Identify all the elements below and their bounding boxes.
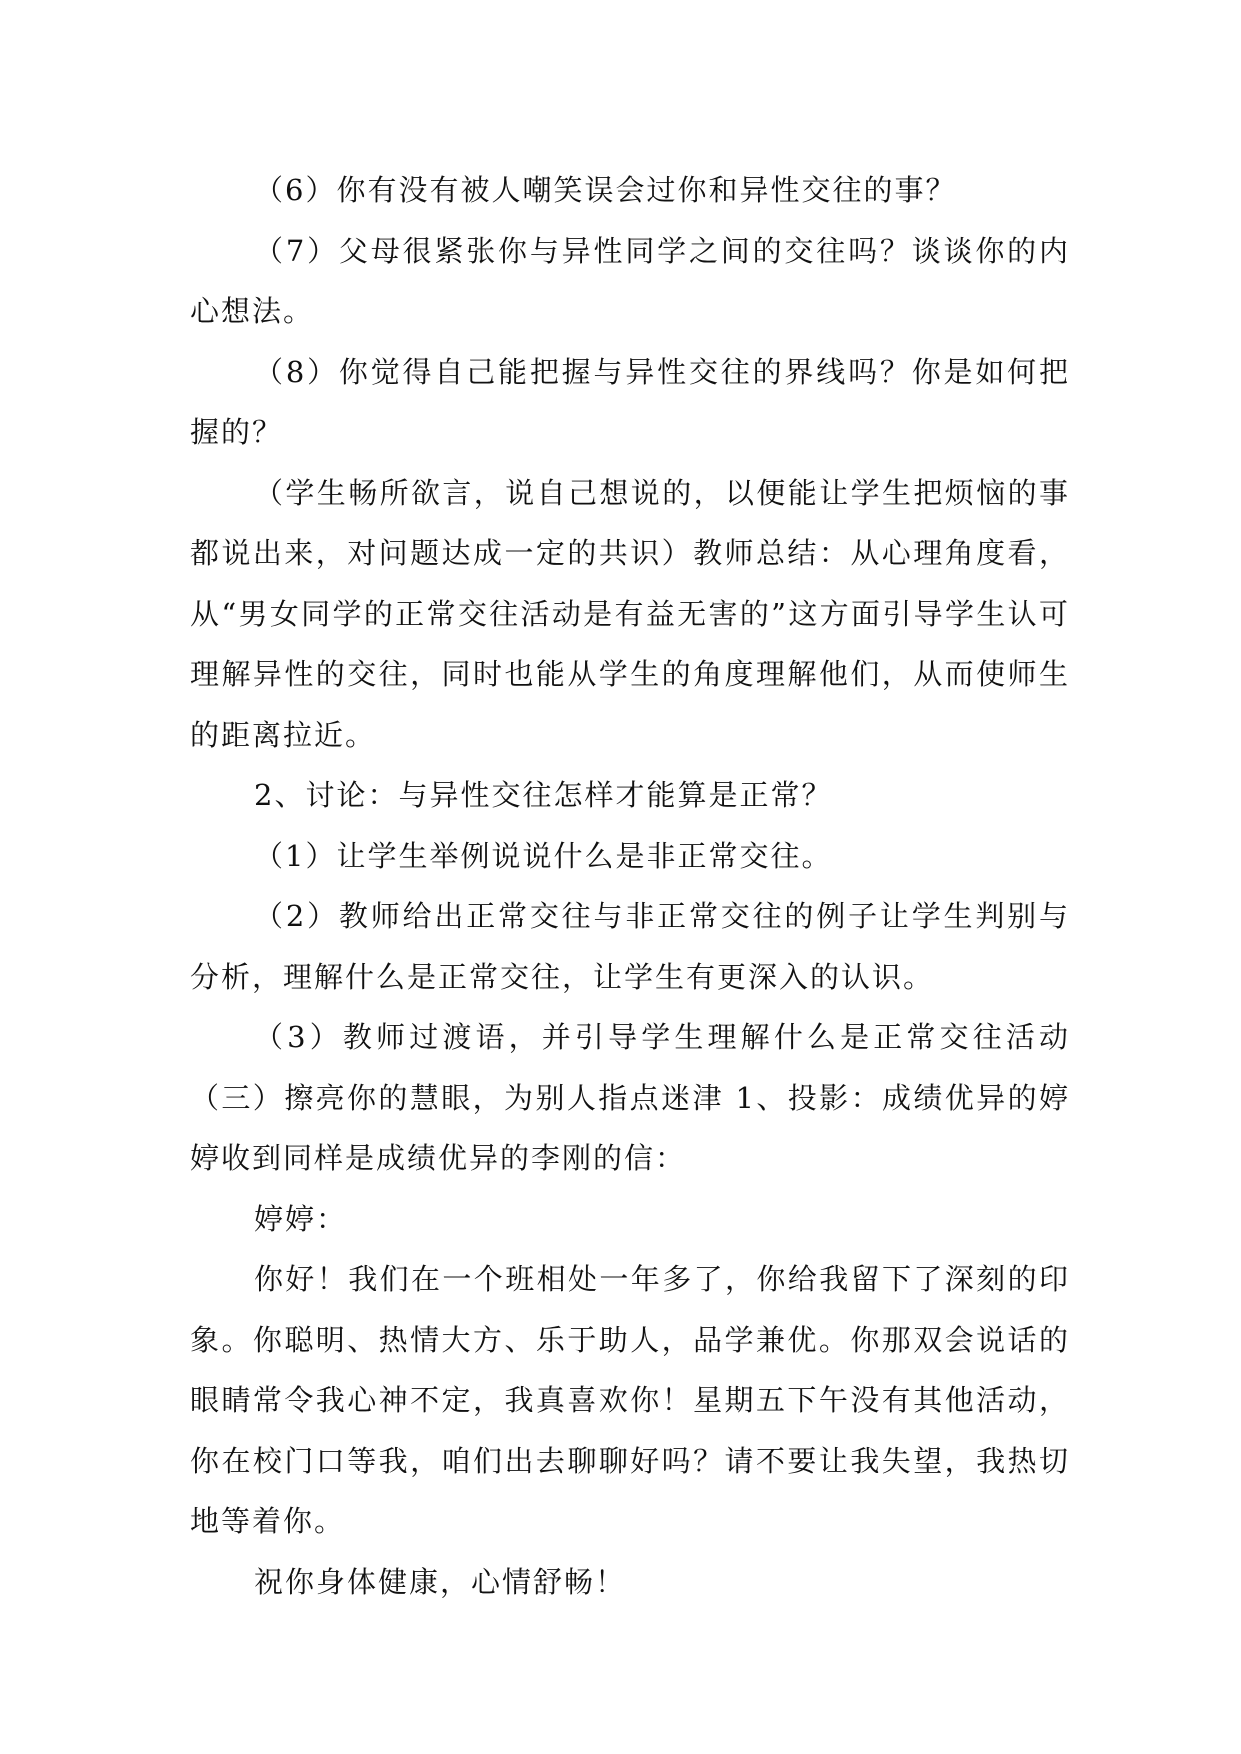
discussion-heading: 2、讨论：与异性交往怎样才能算是正常？ (254, 778, 833, 812)
discussion-item-3: （3）教师过渡语，并引导学生理解什么是正常交往活动（三）擦亮你的慧眼，为别人指点迷津 1、投影：成绩优异的婷婷收到同样是成绩优异的李刚的信： (190, 1020, 1070, 1175)
letter-salutation: 婷婷： (254, 1201, 348, 1236)
document-body (190, 160, 1070, 1612)
question-6: （6）你有没有被人嘲笑误会过你和异性交往的事？ (254, 173, 957, 207)
letter-body: 你好！我们在一个班相处一年多了，你给我留下了深刻的印象。你聪明、热情大方、乐于助人，品学兼优。你那双会说话的眼睛常令我心神不定，我真喜欢你！星期五下午没有其他活动，你在校门口等我，咱们出去聊聊好吗？请不要让我失望，我热切地等着你。 (190, 1262, 1070, 1538)
discussion-item-1: （1）让学生举例说说什么是非正常交往。 (254, 838, 833, 873)
question-7: （7）父母很紧张你与异性同学之间的交往吗？谈谈你的内心想法。 (190, 233, 1070, 328)
discussion-item-2: （2）教师给出正常交往与非正常交往的例子让学生判别与分析，理解什么是正常交往，让学生有更深入的认识。 (190, 899, 1070, 994)
question-8: （8）你觉得自己能把握与异性交往的界线吗？你是如何把握的？ (190, 354, 1070, 449)
teacher-summary: （学生畅所欲言，说自己想说的，以便能让学生把烦恼的事都说出来，对问题达成一定的共识）教师总结：从心理角度看，从“男女同学的正常交往活动是有益无害的”这方面引导学生认可理解异性的交往，同时也能从学生的角度理解他们，从而使师生的距离拉近。 (190, 475, 1070, 752)
letter-closing: 祝你身体健康，心情舒畅！ (254, 1564, 627, 1599)
